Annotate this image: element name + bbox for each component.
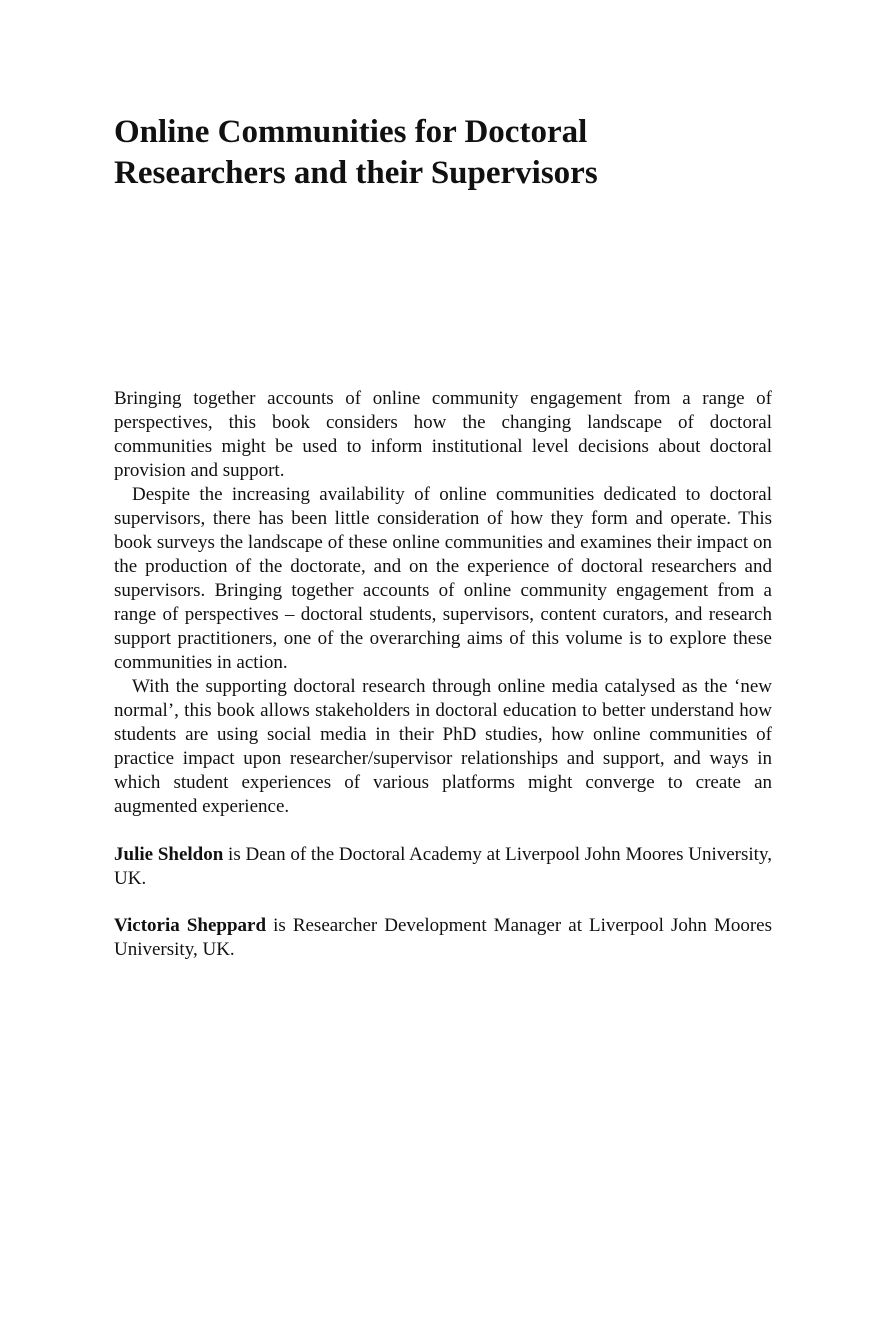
author-name: Julie Sheldon [114,844,224,865]
description-paragraph-3: With the supporting doctoral research through online media catalysed as the ‘new normal’, this book allows stakeholders in doctoral education to better understand how students are using social media in their PhD studies, how online communities of practice impact upon researcher/supervisor relationships and support, and ways in which student experiences of various platforms might converge to create an augmented experience. [114,676,772,817]
book-description [114,387,772,819]
author-bio-text: is Researcher Development Manager at Liverpool John Moores University, UK. [114,915,773,960]
author-bio-victoria-sheppard [114,914,772,962]
description-paragraph-1: Bringing together accounts of online community engagement from a range of perspectives, this book considers how the changing landscape of doctoral communities might be used to inform institutional level decisions about doctoral provision and support. [114,388,772,481]
description-paragraph-2: Despite the increasing availability of online communities dedicated to doctoral supervisors, there has been little consideration of how they form and operate. This book surveys the landscape of these online communities and examines their impact on the production of the doctorate, and on the experience of doctoral researchers and supervisors. Bringing together accounts of online community engagement from a range of perspectives – doctoral students, supervisors, content curators, and research support practitioners, one of the overarching aims of this volume is to explore these communities in action. [114,484,772,673]
author-name: Victoria Sheppard [114,915,267,936]
book-title-line-2: Researchers and their Supervisors [114,155,598,191]
author-bio-julie-sheldon [114,843,772,891]
book-title [114,112,774,194]
book-title-line-1: Online Communities for Doctoral [114,114,588,150]
author-bio-text: is Dean of the Doctoral Academy at Liverpool John Moores University, UK. [114,844,772,889]
